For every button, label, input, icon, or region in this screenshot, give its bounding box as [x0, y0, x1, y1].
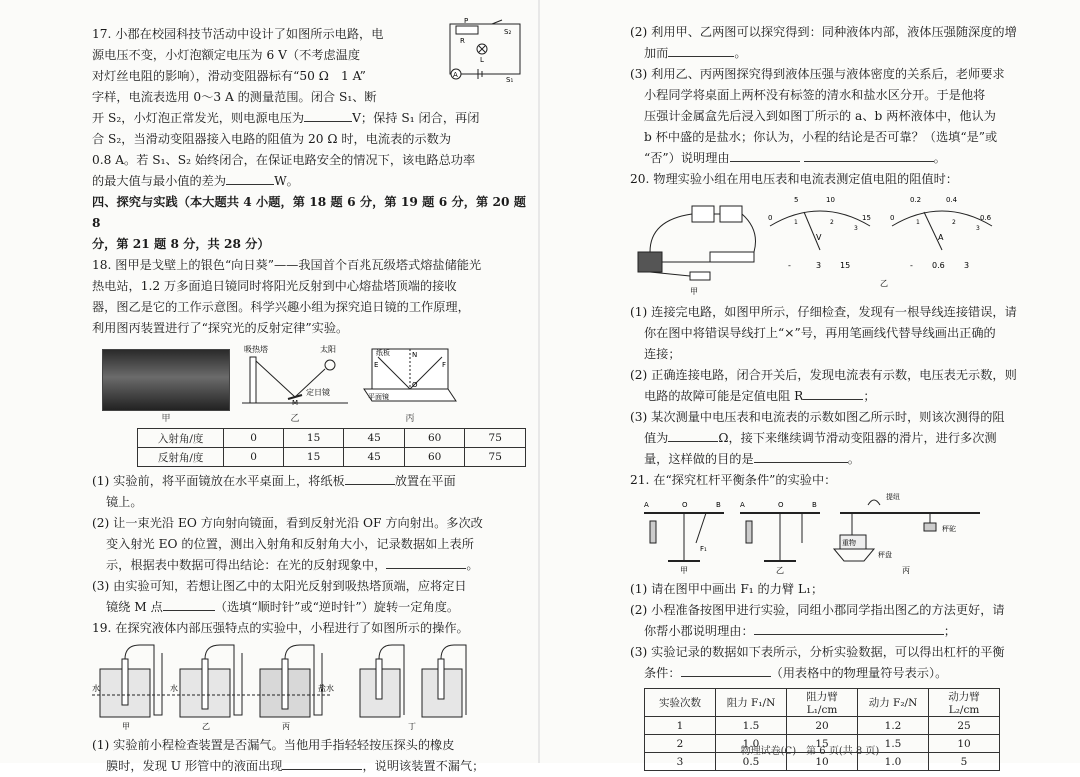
q19-blank-2[interactable] [668, 44, 734, 57]
table-cell: 60 [404, 429, 465, 448]
ammeter-unit: A [938, 233, 944, 242]
question-20 [630, 169, 1050, 470]
q19-blank-3[interactable] [730, 149, 800, 162]
table-cell: 25 [929, 717, 1000, 735]
table-cell: 60 [404, 448, 465, 467]
table-cell: 入射角/度 [138, 429, 224, 448]
q21-blank-2[interactable] [681, 664, 771, 677]
table-row [138, 429, 526, 448]
q19-p2a: (2) 利用甲、乙两图可以探究得到：同种液体内部，液体压强随深度的增 [630, 25, 1017, 39]
e-label: E [374, 361, 379, 369]
reflection-apparatus-diagram [360, 343, 460, 407]
voltmeter-tick-3: 3 [854, 225, 858, 232]
q20-p3a: (3) 某次测量中电压表和电流表的示数如图乙所示时，则该次测得的阻 [630, 410, 1005, 424]
table-cell: 10 [929, 735, 1000, 753]
ammeter-tick-3: 3 [976, 225, 980, 232]
right-page [540, 0, 1080, 768]
q19-caption-b: 乙 [202, 722, 210, 731]
q20-p1a: (1) 连接完电路，如图甲所示，仔细检查，发现有一根导线连接错误，请 [630, 305, 1017, 319]
q20-p1b: 你在图中将错误导线打上“×”号，再用笔画线代替导线画出正确的 [644, 326, 996, 340]
q19-line-1: 19. 在探究液体内部压强特点的实验中，小程进行了如图所示的操作。 [92, 621, 469, 635]
q20-line-1: 20. 物理实验小组在用电压表和电流表测定值电阻的阻值时： [630, 172, 958, 186]
voltmeter-tick-15: 15 [862, 214, 871, 222]
table-cell: 1.2 [858, 717, 929, 735]
q21-caption-c: 丙 [902, 566, 910, 575]
ammeter-tick-0: 0 [890, 214, 895, 222]
q20-p2c: ； [863, 389, 876, 403]
q18-line-3: 器，图乙是它的工作示意图。科学兴趣小组为探究追日镜的工作原理， [92, 300, 470, 314]
voltmeter-tick-2: 2 [830, 219, 834, 226]
q21-p3b: 条件： [644, 666, 681, 680]
pressure-gauge-figures [92, 639, 512, 731]
q21-p3c: （用表格中的物理量符号表示）。 [770, 666, 948, 680]
circuit-label-s1: S₁ [506, 76, 514, 82]
table-header-row [645, 689, 1000, 717]
q21-p1a: (1) 请在图甲中画出 F₁ 的力臂 L₁； [630, 582, 824, 596]
table-cell: 3 [645, 753, 716, 771]
ammeter-tick-1: 1 [916, 219, 920, 226]
q17-line-5: 开 S₂，小灯泡正常发光，则电源电压为 [92, 111, 305, 125]
q21-p2b: 你帮小郡说明理由： [644, 624, 754, 638]
q18-table [137, 428, 526, 467]
pan-label: 秤盘 [878, 551, 892, 559]
circuit-label-a: A [453, 71, 458, 79]
q18-p1b: 放置在平面 [394, 474, 456, 488]
plane-label: 平面镜 [368, 393, 389, 401]
q20-p2a: (2) 正确连接电路，闭合开关后，发现电流表有示数，电压表无示数，则 [630, 368, 1017, 382]
q18-p3a: (3) 由实验可知，若想让图乙中的太阳光反射到吸热塔顶端，应将定日 [92, 579, 467, 593]
v-terminal-neg: - [788, 261, 791, 270]
tower-diagram [240, 343, 350, 407]
q18-caption-c: 丙 [405, 414, 415, 424]
q20-p3e: 。 [847, 452, 860, 466]
q20-caption-b: 乙 [880, 279, 888, 288]
q21-p2a: (2) 小程准备按图甲进行实验，同组小郡同学指出图乙的方法更好，请 [630, 603, 1005, 617]
q17-line-5b: V；保持 S₁ 闭合，再闭 [352, 111, 480, 125]
table-cell: 1.5 [858, 735, 929, 753]
q19-caption-d: 丁 [408, 722, 416, 731]
circuit-diagram-17 [442, 16, 528, 82]
q18-p1c: 镜上。 [106, 495, 143, 509]
q20-p3d: 量，这样做的目的是 [644, 452, 754, 466]
circuit-label-p: P [464, 17, 469, 25]
q18-caption-a: 甲 [161, 414, 171, 424]
q20-caption-a: 甲 [690, 287, 698, 296]
a-terminal-06: 0.6 [932, 261, 945, 270]
q19-blank-4[interactable] [804, 149, 934, 162]
q20-p1c: 连接； [644, 347, 681, 361]
voltmeter-tick-0: 0 [768, 214, 773, 222]
q20-p2b: 电路的故障可能是定值电阻 R [644, 389, 804, 403]
q19-p1c: ，说明该装置不漏气； [362, 759, 485, 773]
q18-blank-2[interactable] [386, 556, 466, 569]
table-cell: 1.0 [716, 735, 787, 753]
f-label: F [442, 361, 447, 369]
table-header: 动力臂 L₂/cm [929, 689, 1000, 717]
table-cell: 0 [224, 448, 284, 467]
lever-f1-label: F₁ [700, 545, 707, 553]
v-terminal-3: 3 [816, 261, 822, 270]
lever-a-label-2: A [740, 501, 745, 509]
q19-p3d: b 杯中盛的是盐水；你认为，小程的结论是否可靠？（选填“是”或 [644, 130, 998, 144]
q19-p2b: 加而 [644, 46, 669, 60]
voltmeter-tick-5: 5 [794, 196, 799, 204]
voltmeter-tick-1: 1 [794, 219, 798, 226]
weight-label: 重物 [842, 539, 856, 547]
question-21 [630, 470, 1050, 771]
q18-p3b: 镜绕 M 点 [106, 600, 163, 614]
table-cell: 2 [645, 735, 716, 753]
mirror-label: 定日镜 [306, 388, 330, 397]
a-terminal-3: 3 [964, 261, 970, 270]
q21-blank-1[interactable] [754, 622, 944, 635]
q21-line-1: 21. 在“探究杠杆平衡条件”的实验中： [630, 473, 837, 487]
q19-caption-c: 丙 [282, 722, 290, 731]
lever-o-label-1: O [682, 501, 688, 509]
table-cell: 10 [787, 753, 858, 771]
liquid-label-water-2: 水 [170, 684, 178, 693]
q20-blank-2[interactable] [668, 429, 718, 442]
board-label: 纸板 [376, 349, 390, 357]
q18-p1a: (1) 实验前，将平面镜放在水平桌面上，将纸板 [92, 474, 345, 488]
q20-p3c: Ω，接下来继续调节滑动变阻器的滑片，进行多次测 [718, 431, 997, 445]
table-cell: 20 [787, 717, 858, 735]
m-label: M [292, 399, 299, 407]
tower-label: 吸热塔 [244, 345, 268, 354]
q20-blank-3[interactable] [754, 450, 848, 463]
q18-p3c: （选填“顺时针”或“逆时针”）旋转一定角度。 [214, 600, 460, 614]
table-cell: 反射角/度 [138, 448, 224, 467]
ammeter-tick-2: 2 [952, 219, 956, 226]
n-label: N [412, 351, 418, 359]
lever-a-label-1: A [644, 501, 649, 509]
q19-p3f: 。 [933, 151, 946, 165]
table-header: 实验次数 [645, 689, 716, 717]
q17-line-8b: W。 [274, 174, 299, 188]
q17-line-7: 0.8 A。若 S₁、S₂ 始终闭合，在保证电路安全的情况下，该电路总功率 [92, 153, 476, 167]
q17-line-3: 对灯丝电阻的影响），滑动变阻器标有“50 Ω 1 A” [92, 69, 366, 83]
q18-blank-3[interactable] [163, 598, 215, 611]
table-cell: 15 [283, 448, 344, 467]
table-cell: 75 [465, 448, 526, 467]
table-cell: 45 [344, 429, 405, 448]
question-19-continued [630, 22, 1050, 169]
q21-caption-b: 乙 [776, 566, 784, 575]
q20-figures [630, 190, 1030, 298]
table-cell: 15 [787, 735, 858, 753]
sun-label: 太阳 [320, 345, 336, 354]
lever-o-label-2: O [778, 501, 784, 509]
q17-line-1: 17. 小郡在校园科技节活动中设计了如图所示电路，电 [92, 27, 384, 41]
sliding-weight-label: 秤砣 [942, 525, 956, 533]
hook-label: 提纽 [886, 493, 900, 501]
q19-p1b: 膜时，发现 U 形管中的液面出现 [106, 759, 283, 773]
q18-line-4: 利用图丙装置进行了“探究光的反射定律”实验。 [92, 321, 349, 335]
left-page [0, 0, 540, 773]
q18-figures [102, 343, 526, 424]
table-header: 阻力臂 L₁/cm [787, 689, 858, 717]
table-cell: 0.5 [716, 753, 787, 771]
lever-b-label-2: B [812, 501, 817, 509]
voltmeter-unit: V [816, 233, 822, 242]
q21-p3a: (3) 实验记录的数据如下表所示，分析实验数据，可以得出杠杆的平衡 [630, 645, 1005, 659]
table-cell: 0 [224, 429, 284, 448]
q17-line-4: 字样，电流表选用 0～3 A 的测量范围。闭合 S₁、断 [92, 90, 377, 104]
q19-p3b: 小程同学将桌面上两杯没有标签的清水和盐水区分开。于是他将 [644, 88, 986, 102]
table-cell: 1.0 [858, 753, 929, 771]
table-cell: 5 [929, 753, 1000, 771]
q18-blank-1[interactable] [345, 472, 395, 485]
q19-p3a: (3) 利用乙、丙两图探究得到液体压强与液体密度的关系后，老师要求 [630, 67, 1005, 81]
o-label: O [412, 381, 418, 389]
section-4-heading: 四、探究与实践（本大题共 4 小题，第 18 题 6 分，第 19 题 6 分，第 20 题 8 [92, 195, 526, 230]
q18-line-1: 18. 图甲是戈壁上的银色“向日葵”——我国首个百兆瓦级塔式熔盐储能光 [92, 258, 482, 272]
liquid-label-water-1: 水 [92, 684, 100, 693]
q20-blank-1[interactable] [803, 387, 863, 400]
q18-caption-b: 乙 [290, 414, 300, 424]
ammeter-tick-06: 0.6 [980, 214, 992, 222]
q17-line-6: 合 S₂，当滑动变阻器接入电路的阻值为 20 Ω 时，电流表的示数为 [92, 132, 452, 146]
table-cell: 75 [465, 429, 526, 448]
section-4-heading-2: 分，第 21 题 8 分，共 28 分） [92, 237, 270, 251]
circuit-label-s2: S₂ [504, 28, 512, 36]
voltmeter-tick-10: 10 [826, 196, 835, 204]
q19-p3e: “否”）说明理由 [644, 151, 730, 165]
table-header: 动力 F₂/N [858, 689, 929, 717]
page-footer: 物理试卷(C) 第 6 页(共 8 页) [740, 746, 880, 757]
solar-plant-photo [102, 349, 230, 411]
ammeter-tick-04: 0.4 [946, 196, 958, 204]
q19-p1a: (1) 实验前小程检查装置是否漏气。当他用手指轻轻按压探头的橡皮 [92, 738, 455, 752]
liquid-label-brine: 盐水 [318, 684, 334, 693]
q21-caption-a: 甲 [680, 566, 688, 575]
q18-p2b: 变入射光 EO 的位置，测出入射角和反射角大小，记录数据如上表所 [106, 537, 474, 551]
q19-p2c: 。 [734, 46, 747, 60]
lever-b-label-1: B [716, 501, 721, 509]
table-cell: 45 [344, 448, 405, 467]
q20-p3b: 值为 [644, 431, 669, 445]
q17-line-8: 的最大值与最小值的差为 [92, 174, 227, 188]
table-header: 阻力 F₁/N [716, 689, 787, 717]
q18-line-2: 热电站，1.2 万多面追日镜同时将阳光反射到中心熔盐塔顶端的接收 [92, 279, 457, 293]
ammeter-tick-02: 0.2 [910, 196, 922, 204]
q21-p2c: ； [943, 624, 956, 638]
q17-blank-2[interactable] [226, 172, 274, 185]
lever-figures [630, 491, 1040, 575]
table-cell: 1.5 [716, 717, 787, 735]
q21-table [644, 688, 1000, 771]
q19-p3c: 压强计金属盒先后浸入到如图丁所示的 a、b 两杯液体中，他认为 [644, 109, 996, 123]
q18-p2a: (2) 让一束光沿 EO 方向射向镜面，看到反射光沿 OF 方向射出。多次改 [92, 516, 483, 530]
table-cell: 15 [283, 429, 344, 448]
table-row [645, 717, 1000, 735]
circuit-label-r: R [460, 37, 465, 45]
question-17 [92, 17, 526, 192]
a-terminal-neg: - [910, 261, 913, 270]
q19-blank-1[interactable] [282, 757, 362, 770]
table-row [138, 448, 526, 467]
question-19 [92, 618, 526, 777]
question-18 [92, 255, 526, 618]
v-terminal-15: 15 [840, 261, 851, 270]
q18-p2d: 。 [466, 558, 479, 572]
q19-caption-a: 甲 [122, 722, 130, 731]
table-cell: 1 [645, 717, 716, 735]
q17-line-2: 源电压不变，小灯泡额定电压为 6 V（不考虑温度 [92, 48, 361, 62]
q18-p2c: 示，根据表中数据可得出结论：在光的反射现象中， [106, 558, 387, 572]
circuit-label-l: L [480, 56, 484, 64]
q17-blank-1[interactable] [304, 109, 352, 122]
